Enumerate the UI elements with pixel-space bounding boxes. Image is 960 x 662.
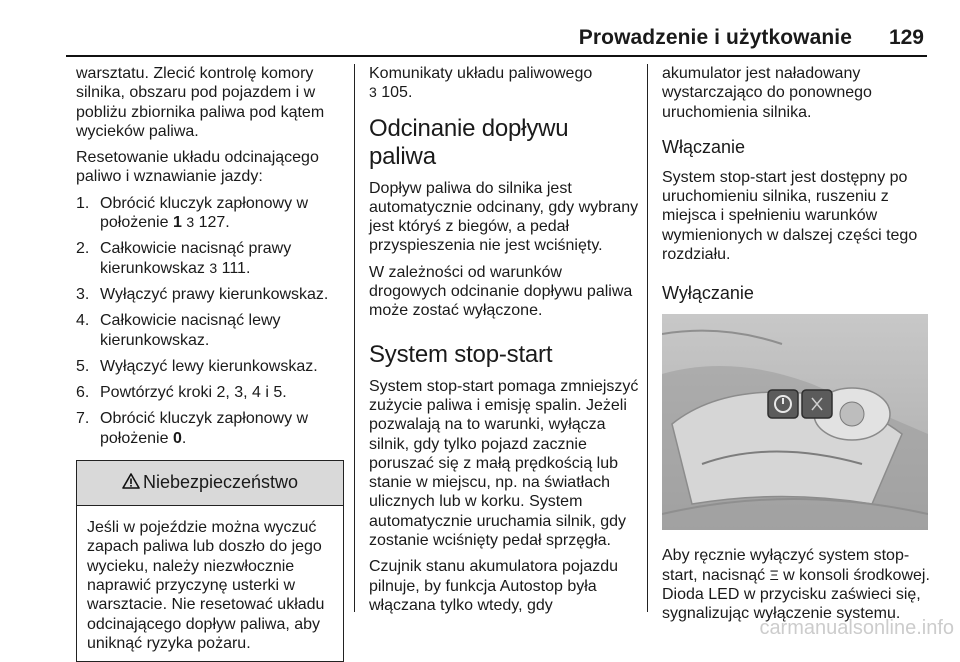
step-text: Obrócić kluczyk zapłonowy w położenie — [100, 410, 309, 447]
page-ref-icon: 3 — [209, 259, 218, 276]
list-item — [76, 239, 346, 278]
list-item — [76, 194, 346, 233]
warning-triangle-icon — [122, 473, 140, 493]
page-ref-link[interactable]: 127. — [198, 214, 230, 232]
paragraph — [369, 64, 639, 103]
step-text: Powtórzyć kroki 2, 3, 4 i 5. — [100, 384, 287, 402]
paragraph: Dopływ paliwa do silnika jest automatycznie odcinany, gdy wybrany jest któryś z biegów, a pedał przyspieszenia nie jest wciśnięty. — [369, 179, 639, 255]
paragraph-text: w konsoli środkowej. Dioda LED w przycisku zaświeci się, sygnalizując wyłączenie systemu. — [662, 566, 930, 623]
column-right — [662, 64, 932, 631]
section-heading: Odcinanie dopływu paliwa — [369, 114, 569, 170]
paragraph-text: Komunikaty układu paliwowego — [369, 65, 593, 82]
step-text: Obrócić kluczyk zapłonowy w położenie — [100, 194, 309, 232]
step-bold: 0 — [172, 429, 182, 447]
step-text: Wyłączyć prawy kierunkowskaz. — [100, 285, 329, 303]
step-number: 5. — [76, 357, 90, 375]
page-number: 129 — [888, 26, 924, 49]
step-text: Całkowicie nacisnąć lewy kierunkowskaz. — [100, 312, 281, 349]
column-left — [76, 64, 346, 662]
watermark: carmanualsonline.info — [759, 617, 954, 639]
page-ref-link[interactable]: 111. — [221, 259, 251, 277]
paragraph: System stop-start pomaga zmniejszyć zużycie paliwa i emisję spalin. Jeżeli pozwalają na to warunki, wyłącza silnik, gdy tylko pojazd zacznie poruszać się z małą prędkością lub stanie w miejscu, np. na światłach ulicznych lub w korku. System automatycznie uruchamia silnik, gdy zostanie wciśnięty pedał sprzęgła. — [369, 377, 639, 550]
subsection-heading: Włączanie — [662, 136, 746, 157]
page-ref-icon: 3 — [369, 84, 377, 101]
paragraph: warsztatu. Zlecić kontrolę komory silnika, obszaru pod pojazdem i w pobliżu zbiornika paliwa pod kątem wycieków paliwa. — [76, 65, 325, 140]
console-button-photo — [662, 314, 928, 530]
paragraph: akumulator jest naładowany wystarczająco do ponownego uruchomienia silnika. — [662, 65, 872, 121]
step-number: 4. — [76, 312, 90, 330]
step-text: Całkowicie nacisnąć prawy kierunkowskaz — [100, 240, 292, 277]
list-item — [76, 311, 346, 350]
column-middle — [369, 64, 639, 622]
step-number: 3. — [76, 285, 90, 303]
danger-box — [76, 460, 344, 662]
step-number: 2. — [76, 240, 90, 258]
step-text: Wyłączyć lewy kierunkowskaz. — [100, 357, 318, 375]
step-number: 6. — [76, 384, 90, 402]
stop-start-off-icon: Ξ — [769, 566, 779, 583]
chapter-title: Prowadzenie i użytkowanie — [578, 26, 852, 49]
section-heading: System stop-start — [369, 340, 553, 368]
list-item — [76, 285, 346, 304]
paragraph — [662, 546, 932, 623]
step-number: 1. — [76, 194, 90, 212]
reset-steps-list — [76, 194, 346, 448]
step-tail: . — [181, 429, 187, 447]
paragraph: Resetowanie układu odcinającego paliwo i wznawianie jazdy: — [76, 149, 319, 186]
danger-box-header — [77, 461, 343, 506]
header-rule — [66, 55, 927, 57]
list-item — [76, 383, 346, 402]
paragraph: W zależności od warunków drogowych odcinanie dopływu paliwa może zostać wyłączone. — [369, 263, 633, 320]
step-number: 7. — [76, 410, 90, 428]
subsection-heading: Wyłączanie — [662, 283, 754, 304]
danger-box-title: Niebezpieczeństwo — [142, 472, 299, 493]
step-bold: 1 — [172, 214, 182, 232]
list-item — [76, 409, 346, 448]
paragraph: System stop-start jest dostępny po uruchomieniu silnika, ruszeniu z miejsca i spełnieniu warunków wymienionych w dalszej części tego rozdziału. — [662, 168, 918, 264]
page-ref-link[interactable]: 105. — [381, 84, 413, 102]
paragraph: Czujnik stanu akumulatora pojazdu pilnuje, by funkcja Autostop była włączana tylko wtedy, gdy — [369, 558, 619, 614]
page-ref-icon: 3 — [186, 214, 195, 231]
danger-box-text: Jeśli w pojeździe można wyczuć zapach paliwa lub doszło do jego wycieku, należy niezwłocznie naprawić przyczynę usterki w warsztacie. Nie resetować układu odcinającego dopływ paliwa, aby uniknąć ryzyka pożaru. — [87, 519, 325, 652]
page-header — [0, 0, 960, 56]
column-separator — [354, 64, 355, 612]
console-photo-illustration — [662, 314, 928, 530]
paragraph-text: Aby ręcznie wyłączyć system stop-start, nacisnąć — [662, 547, 910, 584]
column-separator — [647, 64, 648, 612]
list-item — [76, 357, 346, 376]
